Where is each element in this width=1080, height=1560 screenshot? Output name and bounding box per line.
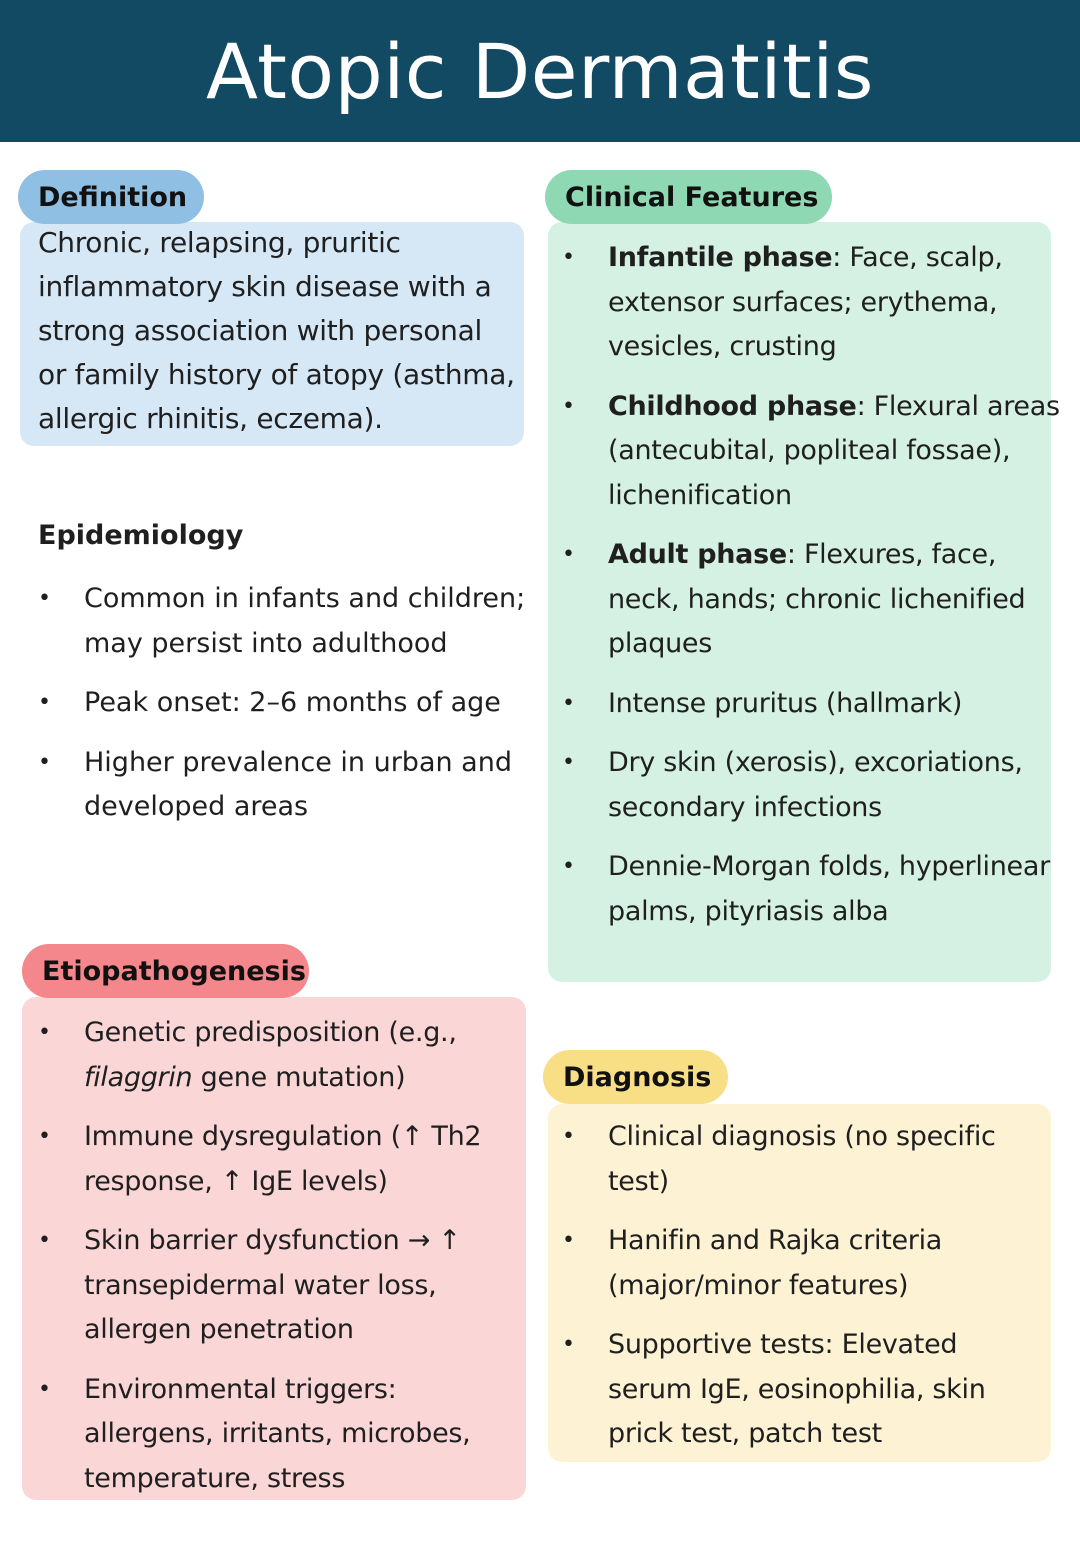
list-item: • Immune dysregulation (↑ Th2 response, ↑ IgE levels) [38,1115,518,1204]
list-item: • Intense pruritus (hallmark) [562,682,1062,727]
clinical-features-heading: Clinical Features [545,170,832,224]
list-item: • Supportive tests: Elevated serum IgE, eosinophilia, skin prick test, patch test [562,1323,1042,1457]
list-item [562,533,1062,667]
list-item: • Hanifin and Rajka criteria (major/minor features) [562,1219,1042,1308]
definition-heading: Definition [18,170,204,224]
list-item: • Dry skin (xerosis), excoriations, secondary infections [562,741,1062,830]
epidemiology-heading: Epidemiology [38,520,244,551]
item-term: Infantile phase [608,242,833,273]
list-item: • Skin barrier dysfunction → ↑ transepidermal water loss, allergen penetration [38,1219,518,1353]
item-text: Genetic predisposition (e.g., [84,1017,457,1048]
list-item [562,385,1062,519]
item-desc: : Flexures, face, neck, hands; chronic lichenified plaques [608,539,1026,659]
item-text: gene mutation) [192,1061,406,1093]
list-item: • Environmental triggers: allergens, irritants, microbes, temperature, stress [38,1368,518,1502]
item-desc: : Flexural areas (antecubital, popliteal fossae), lichenification [608,390,1060,511]
page-title: Atopic Dermatitis [206,26,874,116]
item-desc: : Face, scalp, extensor surfaces; erythema, vesicles, crusting [608,242,1003,362]
clinical-features-list [562,236,1062,934]
etiopathogenesis-heading: Etiopathogenesis [22,944,309,998]
definition-card [20,222,524,446]
epidemiology-list [38,577,528,830]
list-item [562,236,1062,370]
list-item: • Clinical diagnosis (no specific test) [562,1115,1042,1204]
title-banner [0,0,1080,142]
etiopathogenesis-list [38,1011,518,1501]
diagnosis-list [562,1115,1042,1457]
item-term: Childhood phase [608,390,857,422]
definition-text: Chronic, relapsing, pruritic inflammatory skin disease with a strong association with personal or family history of atopy (asthma, allergic rhinitis, eczema). [38,226,515,435]
item-term: Adult phase [608,539,787,570]
list-item: • Peak onset: 2–6 months of age [38,681,528,726]
list-item: • Higher prevalence in urban and developed areas [38,741,528,830]
item-italic-term: filaggrin [84,1061,193,1093]
list-item: • Common in infants and children; may persist into adulthood [38,577,528,666]
list-item [38,1011,518,1100]
list-item: • Dennie-Morgan folds, hyperlinear palms, pityriasis alba [562,845,1062,934]
diagnosis-heading: Diagnosis [543,1050,728,1104]
